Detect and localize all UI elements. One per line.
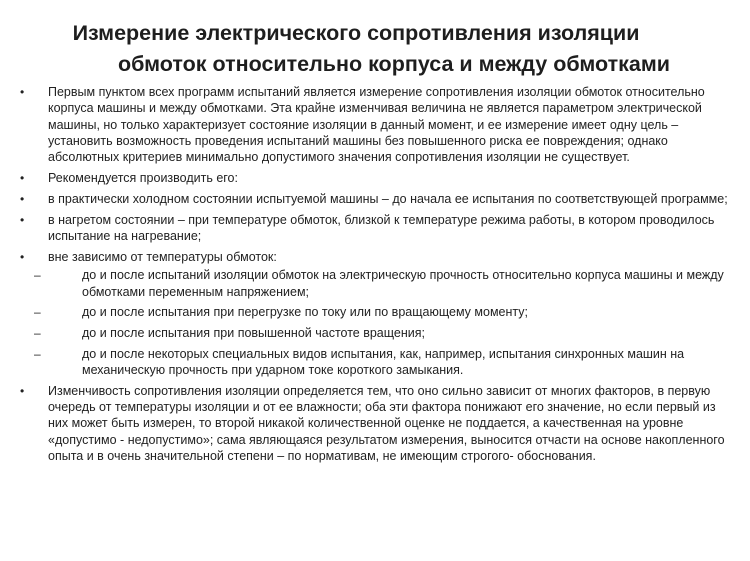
list-item <box>18 191 730 207</box>
bullet-marker: • <box>20 250 25 265</box>
bullet-marker: • <box>20 212 25 227</box>
list-item <box>18 212 730 245</box>
sub-list-item <box>34 304 730 320</box>
sub-list-item-text: до и после некоторых специальных видов испытания, как, например, испытания синхронных машин на механическую прочность при ударном токе короткого замыкания. <box>82 346 685 377</box>
dash-marker: – <box>34 305 41 320</box>
sub-list-item <box>34 267 730 300</box>
title-line-1: Измерение электрического сопротивления изоляции <box>72 21 640 45</box>
sub-list-item-text: до и после испытания при повышенной частоте вращения; <box>82 326 425 341</box>
title-line-2: обмоток относительно корпуса и между обмотками <box>118 52 670 76</box>
sub-list-item-text: до и после испытаний изоляции обмоток на электрическую прочность относительно корпуса машины и между обмотками переменным напряжением; <box>82 268 724 299</box>
list-item <box>18 84 730 165</box>
page-title <box>18 18 730 80</box>
bullet-marker: • <box>20 171 25 186</box>
list-item-text: Изменчивость сопротивления изоляции определяется тем, что оно сильно зависит от многих факторов, в первую очередь от температуры изоляции и от ее влажности; оба эти фактора понижают его значение, но если первый из них может быть измерен, то второй никакой количественной оценке не поддается, а качественная на уровне «допустимо - недопустимо»; сама являющаяся результатом измерения, выносится отчасти на основе накопленного опыта и в очень значительной степени – по нормативам, не имеющим строгого- обоснования. <box>48 383 725 464</box>
list-item <box>18 170 730 186</box>
list-item-text: в практически холодном состоянии испытуемой машины – до начала ее испытания по соответствующей программе; <box>48 191 728 206</box>
list-item-text: вне зависимо от температуры обмоток: <box>48 250 277 265</box>
list-item-text: в нагретом состоянии – при температуре обмоток, близкой к температуре режима работы, в котором проводилось испытание на нагревание; <box>48 212 715 244</box>
bullet-marker: • <box>20 85 25 99</box>
list-item <box>18 383 730 464</box>
list-item <box>18 249 730 378</box>
bullet-list <box>18 84 730 464</box>
dash-marker: – <box>34 326 41 341</box>
dash-marker: – <box>34 268 41 283</box>
sub-list-item <box>34 325 730 341</box>
sub-list-item <box>34 346 730 379</box>
bullet-marker: • <box>20 191 25 206</box>
sub-list-item-text: до и после испытания при перегрузке по току или по вращающему моменту; <box>82 305 528 320</box>
list-item-text: Рекомендуется производить его: <box>48 171 238 186</box>
list-item-text: Первым пунктом всех программ испытаний является измерение сопротивления изоляции обмоток относительно корпуса машины и между обмотками. Эта крайне изменчивая величина не является параметром электрической машины, но только характеризует состояние изоляции в данный момент, и ее измерение имеет одну цель – установить возможность проведения испытаний машины без повышенного риска ее повреждения; однако абсолютных критериев минимально допустимого значения сопротивления изоляции не существует. <box>48 85 705 165</box>
dash-marker: – <box>34 346 41 361</box>
sub-list <box>18 267 730 378</box>
bullet-marker: • <box>20 383 25 398</box>
